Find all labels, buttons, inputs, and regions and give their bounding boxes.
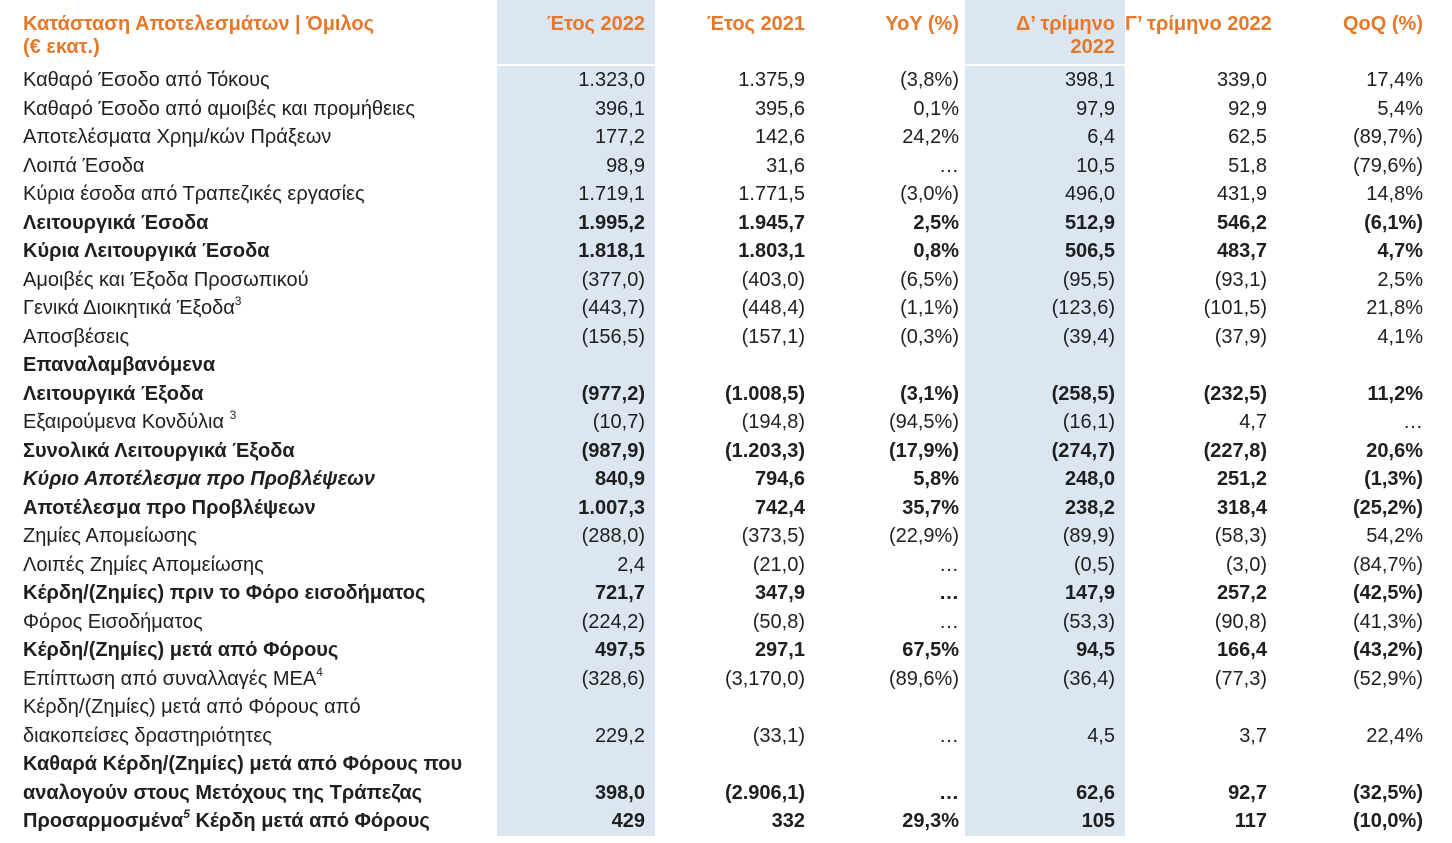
table-row xyxy=(23,152,1425,181)
cell-q4-2022: (95,5) xyxy=(1062,268,1115,291)
cell-fy-2021: 142,6 xyxy=(754,126,805,148)
cell-q4-2022: (39,4) xyxy=(1062,325,1115,348)
cell-q4-2022: 94,5 xyxy=(1076,639,1115,661)
cell-fy-2022: (288,0) xyxy=(581,525,645,547)
cell-q3-2022: 51,8 xyxy=(1228,154,1267,177)
cell-q3-2022: (3,0) xyxy=(1225,553,1267,576)
cell-q4-2022: (0,5) xyxy=(1073,553,1115,576)
cell-fy-2022: 398,0 xyxy=(594,781,645,804)
table-row xyxy=(23,95,1425,124)
table-row xyxy=(23,209,1425,238)
cell-fy-2021: (157,1) xyxy=(741,325,805,348)
cell-q3-2022: 483,7 xyxy=(1216,240,1267,262)
cell-fy-2021: (33,1) xyxy=(752,724,805,747)
table-row xyxy=(23,551,1425,580)
row-label: Επίπτωση από συναλλαγές ΜΕΑ$^4$ xyxy=(23,664,323,690)
cell-fy-2022: 229,2 xyxy=(594,724,645,747)
table-row xyxy=(23,494,1425,523)
row-label: Αμοιβές και Έξοδα Προσωπικού xyxy=(23,268,309,291)
cell-yoy: … xyxy=(939,781,959,804)
cell-yoy: … xyxy=(939,154,959,177)
table-row xyxy=(23,693,1425,750)
cell-fy-2021: (2.906,1) xyxy=(724,781,805,804)
cell-fy-2022: (987,9) xyxy=(581,439,645,462)
cell-fy-2021: (194,8) xyxy=(741,411,805,433)
row-label: Προσαρμοσμένα$^5$ Κέρδη μετά από Φόρους xyxy=(23,807,430,832)
cell-fy-2022: 98,9 xyxy=(606,154,645,177)
cell-fy-2022: (10,7) xyxy=(592,411,645,433)
cell-qoq: (79,6%) xyxy=(1352,154,1423,177)
row-label: Γενικά Διοικητικά Έξοδα$^3$ xyxy=(23,294,242,319)
cell-yoy: 24,2% xyxy=(902,126,959,148)
cell-q3-2022: (77,3) xyxy=(1214,667,1267,690)
cell-q4-2022: (274,7) xyxy=(1051,439,1115,462)
table-row xyxy=(23,807,1425,836)
cell-q3-2022: (101,5) xyxy=(1203,297,1267,319)
cell-qoq: (10,0%) xyxy=(1352,810,1423,832)
cell-yoy: 5,8% xyxy=(913,468,959,490)
row-label: Λειτουργικά Έσοδα xyxy=(23,211,209,234)
row-label: Καθαρό Έσοδο από Τόκους xyxy=(23,69,270,91)
cell-fy-2022: 1.818,1 xyxy=(578,240,645,262)
cell-q4-2022: (16,1) xyxy=(1062,411,1115,433)
table-title: Κατάσταση Αποτελεσμάτων | Όμιλος (€ εκατ.) xyxy=(23,0,497,66)
income-statement-table xyxy=(23,0,1425,836)
cell-qoq: 11,2% xyxy=(1367,382,1423,405)
column-header-qoq: QoQ (%) xyxy=(1275,0,1425,66)
cell-qoq: 2,5% xyxy=(1377,268,1423,291)
cell-q4-2022: 506,5 xyxy=(1064,240,1115,262)
row-label: Λοιπά Έσοδα xyxy=(23,154,145,177)
cell-qoq: 14,8% xyxy=(1366,183,1423,205)
header-row xyxy=(23,0,1425,66)
table-row xyxy=(23,237,1425,266)
column-header-q3-2022: Γ’ τρίμηνο 2022 xyxy=(1125,0,1275,66)
cell-fy-2022: (156,5) xyxy=(581,325,645,348)
cell-yoy: (89,6%) xyxy=(888,667,959,690)
cell-yoy: (3,1%) xyxy=(900,382,959,405)
cell-qoq: (6,1%) xyxy=(1364,211,1423,234)
row-label: Επαναλαμβανόμενα Λειτουργικά Έξοδα xyxy=(23,354,216,405)
cell-q3-2022: (93,1) xyxy=(1214,268,1267,291)
row-label: Φόρος Εισοδήματος xyxy=(23,610,203,633)
cell-q3-2022: 4,7 xyxy=(1239,411,1267,433)
cell-q3-2022: (90,8) xyxy=(1214,610,1267,633)
table-row xyxy=(23,608,1425,637)
cell-qoq: 20,6% xyxy=(1366,439,1423,462)
cell-fy-2022: 1.995,2 xyxy=(578,211,645,234)
cell-q3-2022: 431,9 xyxy=(1216,183,1267,205)
cell-fy-2022: (443,7) xyxy=(581,297,645,319)
table-row xyxy=(23,437,1425,466)
cell-q3-2022: (58,3) xyxy=(1214,525,1267,547)
row-label: Καθαρά Κέρδη/(Ζημίες) μετά από Φόρους που αναλογούν στους Μετόχους της Τράπεζας xyxy=(23,753,463,804)
cell-yoy: … xyxy=(939,582,959,604)
cell-fy-2021: 31,6 xyxy=(766,154,805,177)
cell-fy-2022: 429 xyxy=(611,810,645,832)
table-row xyxy=(23,636,1425,665)
cell-fy-2022: 497,5 xyxy=(594,639,645,661)
cell-fy-2021: 395,6 xyxy=(754,97,805,120)
cell-qoq: 21,8% xyxy=(1366,297,1423,319)
cell-yoy: … xyxy=(939,610,959,633)
cell-q3-2022: 166,4 xyxy=(1216,639,1267,661)
cell-qoq: 17,4% xyxy=(1366,69,1423,91)
cell-fy-2022: 840,9 xyxy=(594,468,645,490)
table-row xyxy=(23,180,1425,209)
row-label: Κύρια έσοδα από Τραπεζικές εργασίες xyxy=(23,183,365,205)
cell-qoq: (1,3%) xyxy=(1364,468,1423,490)
cell-fy-2021: 1.771,5 xyxy=(738,183,805,205)
cell-yoy: 0,1% xyxy=(913,97,959,120)
cell-q4-2022: 147,9 xyxy=(1064,582,1115,604)
cell-q4-2022: 512,9 xyxy=(1064,211,1115,234)
cell-q3-2022: 62,5 xyxy=(1228,126,1267,148)
cell-q3-2022: 257,2 xyxy=(1216,582,1267,604)
table-row xyxy=(23,323,1425,352)
cell-q4-2022: (123,6) xyxy=(1051,297,1115,319)
column-header-fy-2021: Έτος 2021 xyxy=(655,0,810,66)
cell-fy-2022: 1.719,1 xyxy=(578,183,645,205)
cell-yoy: (1,1%) xyxy=(900,297,959,319)
cell-q4-2022: 105 xyxy=(1081,810,1115,832)
cell-qoq: 4,7% xyxy=(1377,240,1423,262)
cell-qoq: (25,2%) xyxy=(1352,496,1423,519)
column-header-yoy: YoY (%) xyxy=(810,0,965,66)
cell-fy-2022: 396,1 xyxy=(594,97,645,120)
cell-yoy: 35,7% xyxy=(902,496,959,519)
cell-yoy: (22,9%) xyxy=(888,525,959,547)
cell-fy-2021: 1.803,1 xyxy=(738,240,805,262)
cell-qoq: 5,4% xyxy=(1377,97,1423,120)
row-label: Αποσβέσεις xyxy=(23,325,130,348)
table-row xyxy=(23,266,1425,295)
cell-fy-2021: 794,6 xyxy=(754,468,805,490)
cell-fy-2022: 2,4 xyxy=(617,553,645,576)
row-label: Συνολικά Λειτουργικά Έξοδα xyxy=(23,439,295,462)
cell-fy-2022: 721,7 xyxy=(594,582,645,604)
cell-q4-2022: (258,5) xyxy=(1051,382,1115,405)
cell-qoq: (41,3%) xyxy=(1352,610,1423,633)
cell-fy-2022: 1.323,0 xyxy=(578,69,645,91)
row-label: Αποτελέσματα Χρημ/κών Πράξεων xyxy=(23,126,332,148)
table-row xyxy=(23,123,1425,152)
table-row xyxy=(23,465,1425,494)
row-label: Λοιπές Ζημίες Απομείωσης xyxy=(23,553,264,576)
table-row xyxy=(23,665,1425,694)
cell-yoy: 29,3% xyxy=(902,810,959,832)
column-header-fy-2022: Έτος 2022 xyxy=(497,0,655,66)
cell-fy-2021: 1.375,9 xyxy=(738,69,805,91)
table-row xyxy=(23,351,1425,408)
cell-yoy: (0,3%) xyxy=(900,325,959,348)
cell-q3-2022: 92,9 xyxy=(1228,97,1267,120)
cell-q3-2022: (37,9) xyxy=(1214,325,1267,348)
row-label: Αποτέλεσμα προ Προβλέψεων xyxy=(23,496,316,519)
table-row xyxy=(23,579,1425,608)
cell-qoq: 22,4% xyxy=(1366,724,1423,747)
cell-yoy: (3,8%) xyxy=(900,69,959,91)
cell-yoy: (94,5%) xyxy=(888,411,959,433)
cell-q3-2022: 92,7 xyxy=(1228,781,1267,804)
cell-fy-2021: (21,0) xyxy=(752,553,805,576)
cell-q4-2022: (89,9) xyxy=(1062,525,1115,547)
cell-fy-2021: (448,4) xyxy=(741,297,805,319)
row-label: Κύριο Αποτέλεσμα προ Προβλέψεων xyxy=(23,468,376,490)
cell-q4-2022: (36,4) xyxy=(1062,667,1115,690)
cell-qoq: 4,1% xyxy=(1377,325,1423,348)
cell-yoy: (17,9%) xyxy=(888,439,959,462)
cell-q3-2022: 117 xyxy=(1234,810,1267,832)
cell-yoy: (3,0%) xyxy=(900,183,959,205)
column-header-q4-2022: Δ’ τρίμηνο 2022 xyxy=(965,0,1125,66)
cell-qoq: (89,7%) xyxy=(1352,126,1423,148)
table-row xyxy=(23,408,1425,437)
cell-fy-2021: 1.945,7 xyxy=(738,211,805,234)
cell-q3-2022: (227,8) xyxy=(1203,439,1267,462)
cell-qoq: (32,5%) xyxy=(1352,781,1423,804)
cell-q4-2022: (53,3) xyxy=(1062,610,1115,633)
cell-fy-2021: 297,1 xyxy=(754,639,805,661)
cell-fy-2022: (224,2) xyxy=(581,610,645,633)
cell-q4-2022: 97,9 xyxy=(1076,97,1115,120)
cell-q4-2022: 238,2 xyxy=(1064,496,1115,519)
cell-fy-2021: 347,9 xyxy=(754,582,805,604)
cell-q4-2022: 248,0 xyxy=(1064,468,1115,490)
table-body xyxy=(23,66,1425,836)
cell-fy-2021: (3,170,0) xyxy=(724,667,805,690)
row-label: Κύρια Λειτουργικά Έσοδα xyxy=(23,240,270,262)
cell-fy-2021: (1.008,5) xyxy=(724,382,805,405)
cell-fy-2021: (1.203,3) xyxy=(724,439,805,462)
row-label: Εξαιρούμενα Κονδύλια $^3$ xyxy=(23,408,237,433)
cell-q4-2022: 496,0 xyxy=(1064,183,1115,205)
cell-qoq: (52,9%) xyxy=(1352,667,1423,690)
cell-q3-2022: 339,0 xyxy=(1216,69,1267,91)
cell-yoy: 2,5% xyxy=(913,211,959,234)
cell-q4-2022: 4,5 xyxy=(1087,724,1115,747)
cell-fy-2022: 177,2 xyxy=(594,126,645,148)
cell-yoy: 0,8% xyxy=(913,240,959,262)
row-label: Κέρδη/(Ζημίες) πριν το Φόρο εισοδήματος xyxy=(23,582,426,604)
table-row xyxy=(23,750,1425,807)
cell-q4-2022: 10,5 xyxy=(1076,154,1115,177)
cell-yoy: (6,5%) xyxy=(900,268,959,291)
cell-fy-2021: 742,4 xyxy=(754,496,805,519)
table-row xyxy=(23,294,1425,323)
row-label: Ζημίες Απομείωσης xyxy=(23,525,197,547)
cell-q3-2022: (232,5) xyxy=(1203,382,1267,405)
cell-fy-2022: 1.007,3 xyxy=(578,496,645,519)
cell-q3-2022: 546,2 xyxy=(1216,211,1267,234)
cell-fy-2021: (403,0) xyxy=(741,268,805,291)
cell-qoq: (84,7%) xyxy=(1352,553,1423,576)
row-label: Κέρδη/(Ζημίες) μετά από Φόρους xyxy=(23,639,339,661)
cell-yoy: … xyxy=(939,724,959,747)
row-label: Κέρδη/(Ζημίες) μετά από Φόρους από διακοπείσες δραστηριότητες xyxy=(23,696,361,747)
cell-fy-2022: (977,2) xyxy=(581,382,645,405)
table-row xyxy=(23,66,1425,95)
cell-qoq: (43,2%) xyxy=(1352,639,1423,661)
cell-q4-2022: 398,1 xyxy=(1064,69,1115,91)
cell-q4-2022: 6,4 xyxy=(1087,126,1115,148)
table-row xyxy=(23,522,1425,551)
cell-q4-2022: 62,6 xyxy=(1076,781,1115,804)
cell-fy-2021: (373,5) xyxy=(741,525,805,547)
cell-qoq: … xyxy=(1403,411,1423,433)
cell-q3-2022: 251,2 xyxy=(1216,468,1267,490)
cell-yoy: … xyxy=(939,553,959,576)
cell-q3-2022: 3,7 xyxy=(1239,724,1267,747)
cell-qoq: 54,2% xyxy=(1366,525,1423,547)
cell-qoq: (42,5%) xyxy=(1352,582,1423,604)
row-label: Καθαρό Έσοδο από αμοιβές και προμήθειες xyxy=(23,97,415,120)
cell-q3-2022: 318,4 xyxy=(1216,496,1267,519)
cell-fy-2021: (50,8) xyxy=(752,610,805,633)
cell-yoy: 67,5% xyxy=(902,639,959,661)
cell-fy-2021: 332 xyxy=(771,810,805,832)
cell-fy-2022: (377,0) xyxy=(581,268,645,291)
cell-fy-2022: (328,6) xyxy=(581,667,645,690)
